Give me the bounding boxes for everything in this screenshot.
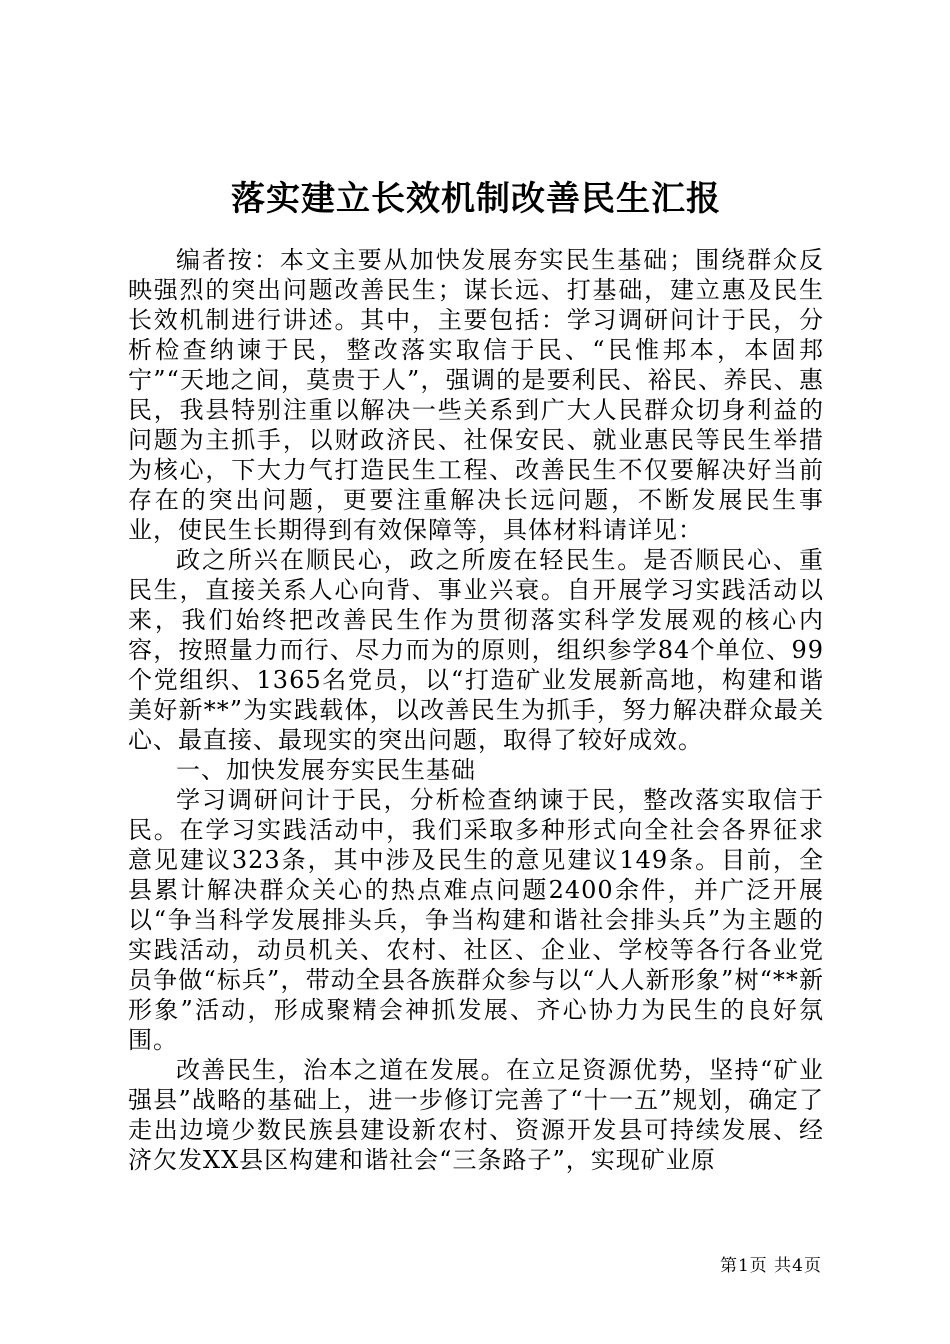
page-number-indicator: 第1页 共4页 <box>719 1256 822 1276</box>
document-content <box>128 178 824 1175</box>
paragraph-section-body-1: 学习调研问计于民，分析检查纳谏于民，整改落实取信于民。在学习实践活动中，我们采取多种形式向全社会各界征求意见建议323条，其中涉及民生的意见建议149条。目前，全县累计解决群众关心的热点难点问题2400余件，并广泛开展以“争当科学发展排头兵，争当构建和谐社会排头兵”为主题的实践活动，动员机关、农村、社区、企业、学校等各行各业党员争做“标兵”，带动全县各族群众参与以“人人新形象”树“**新形象”活动，形成聚精会神抓发展、齐心协力为民生的良好氛围。 <box>128 785 824 1054</box>
paragraph-intro: 政之所兴在顺民心，政之所废在轻民生。是否顺民心、重民生，直接关系人心向背、事业兴衰。自开展学习实践活动以来，我们始终把改善民生作为贯彻落实科学发展观的核心内容，按照量力而行、尽力而为的原则，组织参学84个单位、99个党组织、1365名党员，以“打造矿业发展新高地，构建和谐美好新**”为实践载体，以改善民生为抓手，努力解决群众最关心、最直接、最现实的突出问题，取得了较好成效。 <box>128 545 824 754</box>
section-heading: 一、加快发展夯实民生基础 <box>176 755 476 784</box>
paragraph-section-body-2: 改善民生，治本之道在发展。在立足资源优势，坚持“矿业强县”战略的基础上，进一步修订完善了“十一五”规划，确定了走出边境少数民族县建设新农村、资源开发县可持续发展、经济欠发XX县区构建和谐社会“三条路子”，实现矿业原 <box>128 1055 824 1174</box>
document-title: 落实建立长效机制改善民生汇报 <box>231 179 721 219</box>
page-footer <box>720 1251 822 1276</box>
paragraph-editor-note: 编者按：本文主要从加快发展夯实民生基础；围绕群众反映强烈的突出问题改善民生；谋长远、打基础，建立惠及民生长效机制进行讲述。其中，主要包括：学习调研问计于民，分析检查纳谏于民，整改落实取信于民、“民惟邦本，本固邦宁”“天地之间，莫贵于人”，强调的是要利民、裕民、养民、惠民，我县特别注重以解决一些关系到广大人民群众切身利益的问题为主抓手，以财政济民、社保安民、就业惠民等民生举措为核心，下大力气打造民生工程、改善民生不仅要解决好当前存在的突出问题，更要注重解决长远问题，不断发展民生事业，使民生长期得到有效保障等，具体材料请详见： <box>128 245 824 544</box>
